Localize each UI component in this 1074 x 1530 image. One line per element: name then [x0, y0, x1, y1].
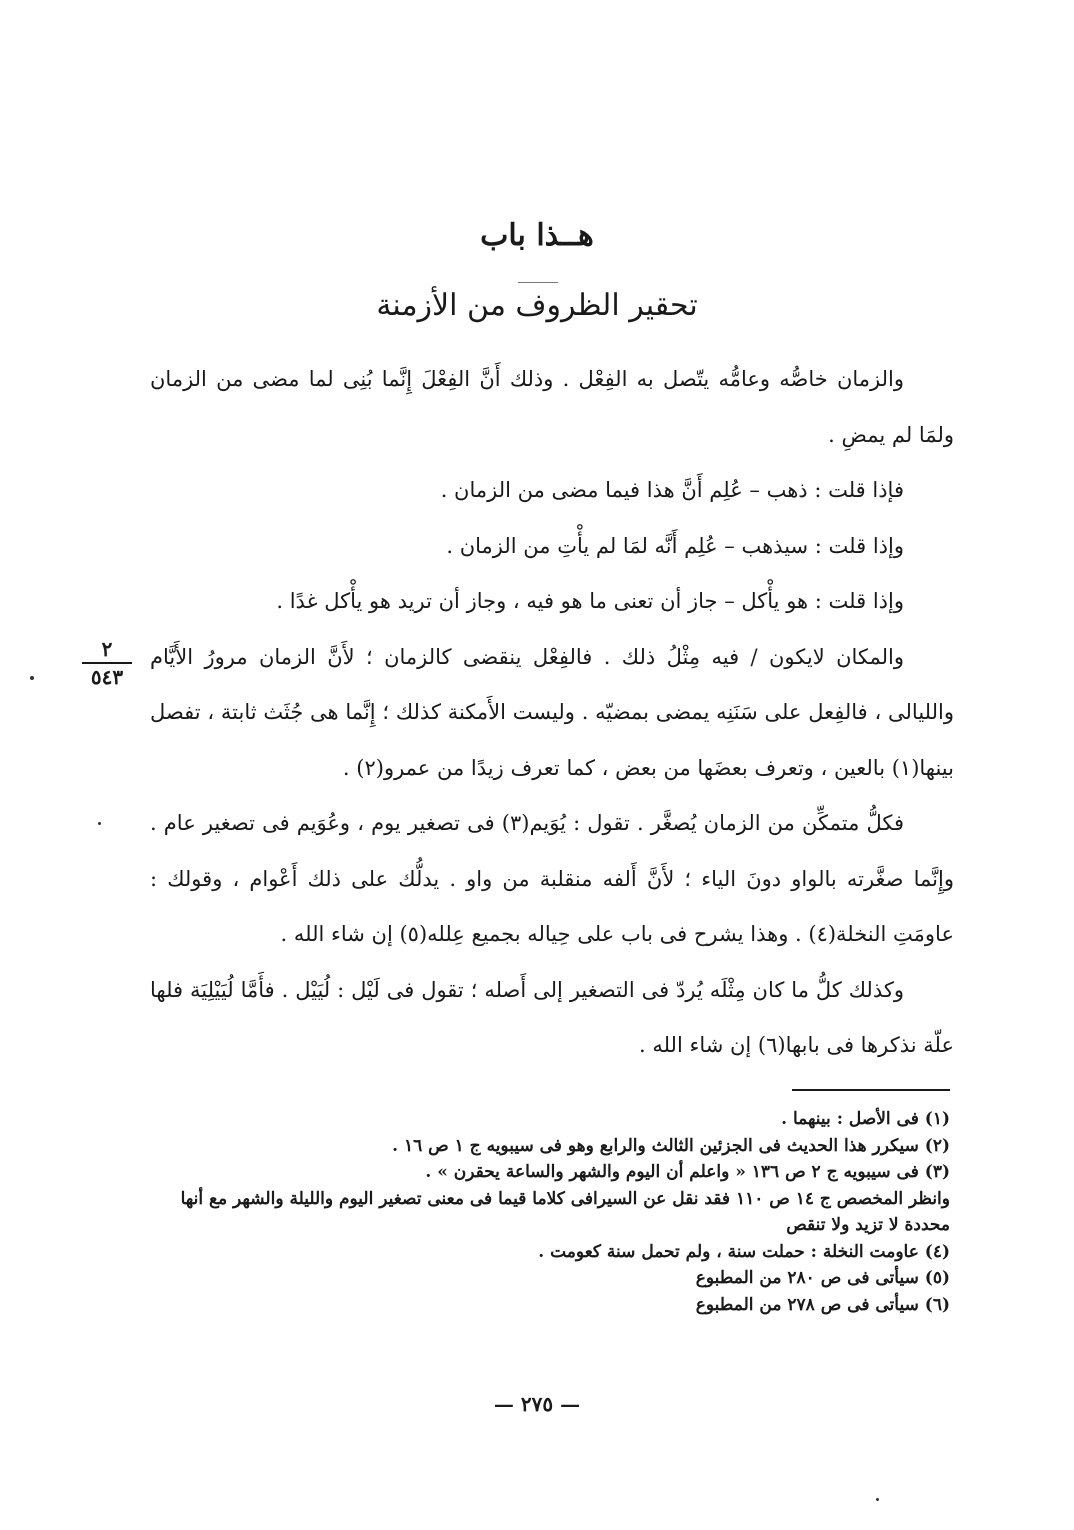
paragraph: فإذا قلت : ذهب – عُلِم أَنَّ هذا فيما مضى من الزمان . — [440, 478, 904, 502]
paragraph: وإذا قلت : هو يأْكل – جاز أن تعنى ما هو فيه ، وجاز أن تريد هو يأْكل غدًا . — [276, 589, 904, 613]
body-text — [150, 352, 954, 1074]
scan-speck — [30, 676, 34, 680]
page-number: — ٢٧٥ — — [493, 1392, 581, 1416]
footnotes — [140, 1106, 954, 1318]
paragraph: والمكان لايكون / فيه مِثْلُ ذلك . فالفِعْل ينقضى كالزمان ؛ لأَنَّ الزمان مرورُ الأَيَّام والليالى ، فالفِعل على سَنَنِه يمضى بمضيّه . وليست الأَمكنة كذلك ؛ إِنَّما هى جُثَث ثابتة ، تفصل بينها(١) بالعين ، وتعرف بعضَها من بعض ، كما تعرف زيدًا من عمرو(٢) . — [150, 644, 954, 780]
chapter-subtitle: تحقير الظروف من الأزمنة — [376, 288, 698, 323]
scan-speck — [876, 1498, 879, 1501]
footnote: (٣) فى سيبويه ج ٢ ص ١٣٦ « واعلم أن اليوم والشهر والساعة يحقرن » . — [425, 1162, 950, 1182]
footnote: وانظر المخصص ج ١٤ ص ١١٠ فقد نقل عن السيرافى كلاما قيما فى معنى تصغير اليوم والليلة والشهر مع أنها محددة لا تزيد ولا تنقص — [180, 1188, 950, 1235]
paragraph: وإذا قلت : سيذهب – عُلِم أَنَّه لمَا لم يأْتِ من الزمان . — [446, 533, 904, 558]
margin-volume-number: ٢ — [82, 636, 132, 664]
margin-page-number: ٥٤٣ — [90, 665, 124, 689]
paragraph: والزمان خاصُّه وعامُّه يتّصل به الفِعْل . وذلك أَنَّ الفِعْلَ إِنَّما بُنِى لما مضى من الزمان ولمَا لم يمضِ . — [150, 367, 954, 447]
margin-page-reference — [82, 636, 132, 690]
title-divider — [518, 282, 558, 283]
scan-speck — [98, 822, 101, 825]
chapter-title: هــذا باب — [480, 218, 594, 253]
footnote: (٥) سيأتى فى ص ٢٨٠ من المطبوع — [695, 1268, 950, 1288]
footnote-divider — [792, 1089, 950, 1091]
paragraph: وكذلك كلُّ ما كان مِثْلَه يُردّ فى التصغير إلى أَصله ؛ تقول فى لَيْل : لُيَيْل . فأَمَّا لُيَيْلِيَة فلها علّة نذكرها فى بابها(٦) إن شاء الله . — [150, 977, 954, 1057]
paragraph: فكلُّ متمكِّن من الزمان يُصغَّر . تقول : يُوَيم(٣) فى تصغير يوم ، وعُوَيم فى تصغير عام . وإِنَّما صغَّرته بالواو دونَ الياء ؛ لأَنَّ أَلفه منقلبة من واو . يدلُّك على ذلك أَعْوام ، وقولك : عاومَتِ النخلة(٤) . وهذا يشرح فى باب على حِياله بجميع عِلله(٥) إن شاء الله . — [150, 811, 954, 946]
footnote: (١) فى الأصل : بينهما . — [781, 1109, 950, 1129]
footnote: (٢) سيكرر هذا الحديث فى الجزئين الثالث والرابع وهو فى سيبويه ج ١ ص ١٦ . — [392, 1135, 950, 1156]
footnote: (٦) سيأتى فى ص ٢٧٨ من المطبوع — [695, 1294, 950, 1315]
footnote: (٤) عاومت النخلة : حملت سنة ، ولم تحمل سنة كعومت . — [538, 1241, 950, 1262]
